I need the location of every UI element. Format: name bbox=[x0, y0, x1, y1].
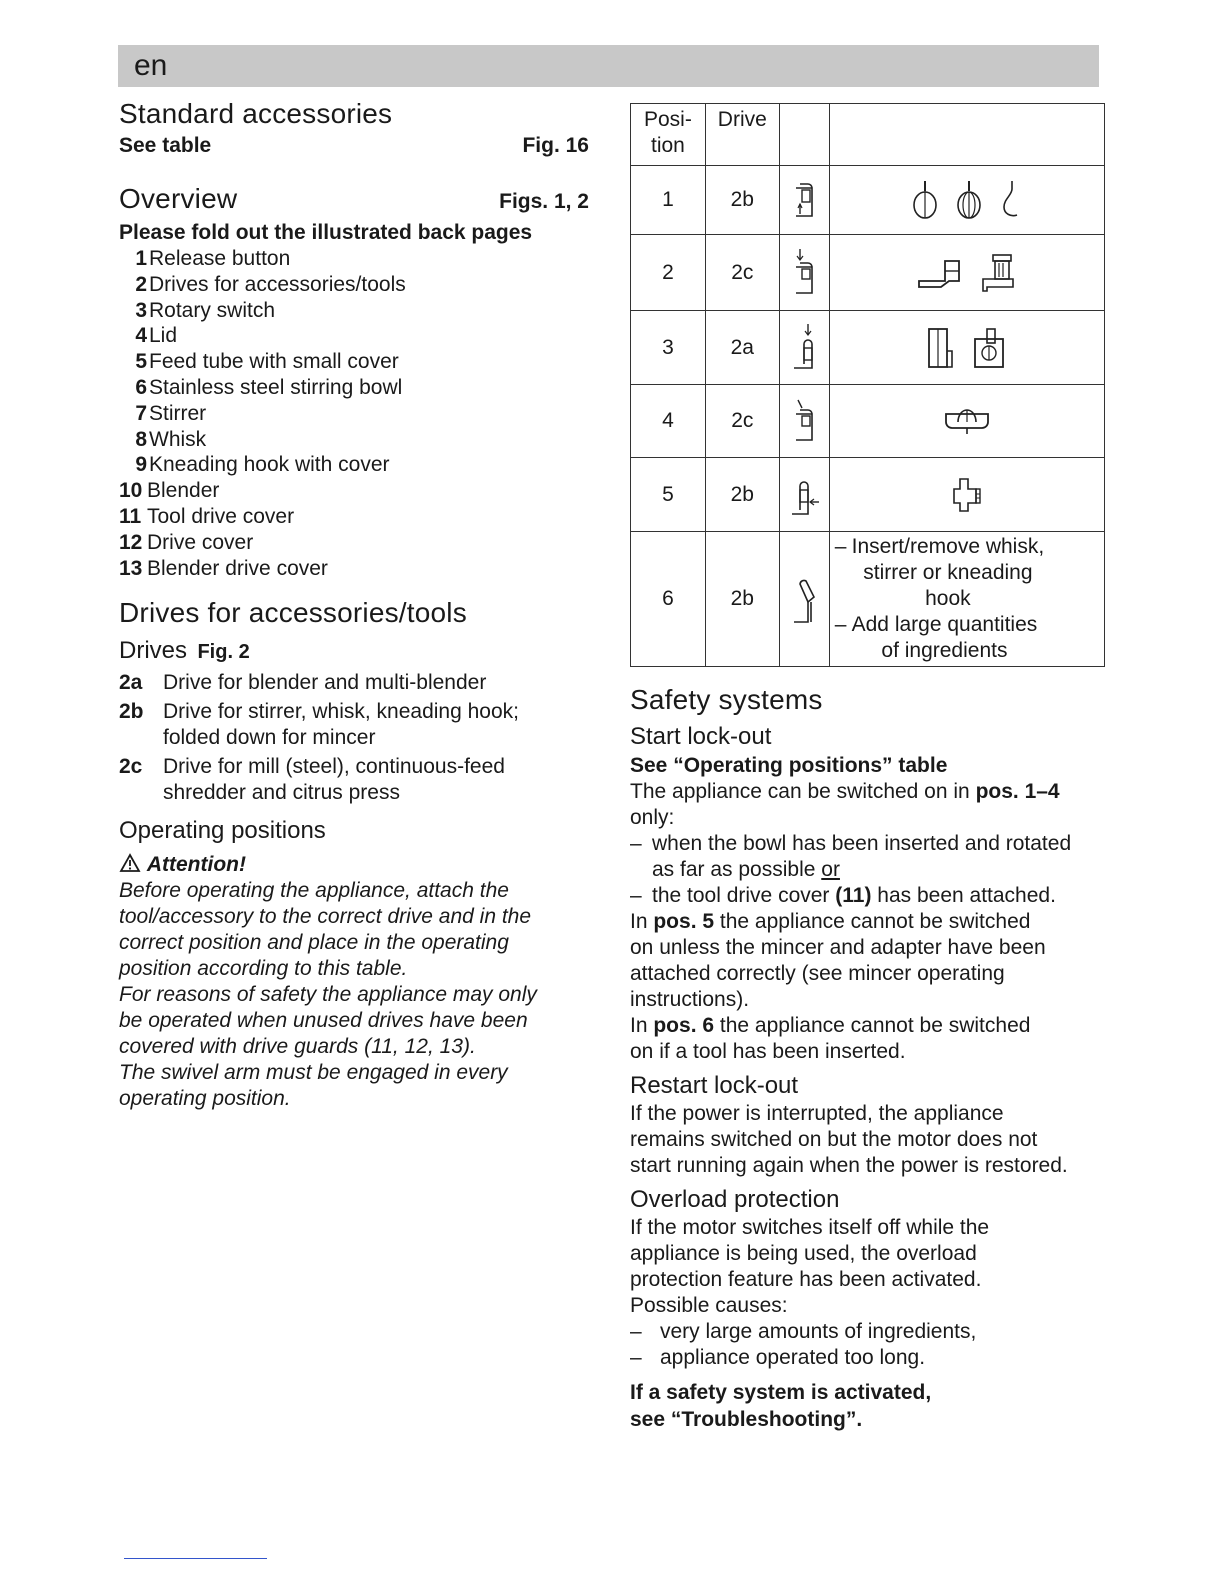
see-table-label: See table bbox=[119, 134, 212, 157]
start-lockout-title: Start lock-out bbox=[630, 723, 772, 750]
overload-section: Overload protection If the motor switches itself off while the appliance is being used, the overload protection feature has been activated. Possible causes: – very large amounts of ingredients, – appliance operated too long. bbox=[630, 1185, 1110, 1371]
restart-lockout-title: Restart lock-out bbox=[630, 1072, 799, 1099]
text-span: pos. 1–4 bbox=[975, 780, 1060, 803]
table-cell-instructions: – Insert/remove whisk, stirrer or kneading hook – Add large quantities of ingredients bbox=[829, 532, 1104, 667]
operating-positions-section bbox=[119, 816, 589, 1112]
fold-out-note: Please fold out the illustrated back pages bbox=[119, 221, 533, 244]
arm-blender-icon bbox=[779, 311, 829, 385]
mincer-icon bbox=[950, 475, 984, 515]
operating-positions-title: Operating positions bbox=[119, 817, 326, 845]
footer-rule bbox=[124, 1558, 267, 1559]
overview-section bbox=[119, 181, 589, 581]
table-row bbox=[631, 311, 1105, 385]
language-header-bar bbox=[118, 45, 1099, 87]
table-row bbox=[631, 458, 1105, 532]
mill-icon bbox=[979, 251, 1019, 295]
list-item: 1 Release button bbox=[135, 247, 291, 270]
table-cell-drive: 2c bbox=[705, 385, 779, 458]
multi-blender-icon bbox=[969, 325, 1009, 371]
arm-raised-icon bbox=[779, 532, 829, 667]
restart-lockout-section: Restart lock-out If the power is interrupted, the appliance remains switched on but the motor does not start running again when the power is restored. bbox=[630, 1071, 1110, 1179]
table-cell-tools bbox=[829, 385, 1104, 458]
stirrer-icon bbox=[910, 179, 940, 221]
blender-icon bbox=[925, 325, 955, 371]
table-cell-position: 2 bbox=[631, 235, 706, 311]
warning-icon bbox=[119, 853, 141, 873]
list-item: 4 Lid bbox=[135, 324, 178, 348]
standard-accessories-fig: Fig. 16 bbox=[522, 134, 589, 157]
drives-fig: Fig. 2 bbox=[197, 641, 250, 664]
arm-tilted-icon bbox=[779, 385, 829, 458]
start-lockout-section: Start lock-out See “Operating positions” table The appliance can be switched on in pos. 1–4 only: – when the bowl has been inserted and rotated as far as possible or – the tool drive cover (11) has been attached. In pos. 5 the appliance cannot be switched on unless the mincer and adapter have been attached correctly (see mincer operating instructions). In pos. 6 the appliance cannot be switched on if a tool has been inserted. bbox=[630, 722, 1110, 1065]
table-cell-drive: 2b bbox=[705, 458, 779, 532]
list-item: 3 Rotary switch bbox=[135, 298, 276, 322]
standard-accessories-section bbox=[119, 96, 589, 159]
list-item: 2c Drive for mill (steel), continuous-feed shredder and citrus press bbox=[119, 755, 505, 805]
operating-positions-text: Before operating the appliance, attach the tool/accessory to the correct drive and in the correct position and place in the operating position according to this table. For reasons of safety the appliance may only be operated when unused drives have been covered with drive guards (11, 12, 13). The swivel arm must be engaged in every operating position. bbox=[119, 879, 537, 1111]
overview-title: Overview bbox=[119, 183, 238, 214]
table-row bbox=[631, 532, 1105, 667]
troubleshooting-note: If a safety system is activated, see “Troubleshooting”. bbox=[630, 1381, 932, 1431]
list-item: 6 Stainless steel stirring bowl bbox=[135, 375, 403, 399]
table-cell-tools bbox=[829, 166, 1104, 235]
drives-list bbox=[119, 670, 589, 806]
safety-title: Safety systems bbox=[630, 684, 823, 715]
drives-section bbox=[119, 595, 589, 806]
list-item: 2a Drive for blender and multi-blender bbox=[119, 671, 487, 695]
list-item: 2 Drives for accessories/tools bbox=[135, 272, 406, 296]
table-row bbox=[631, 385, 1105, 458]
list-item: 11 Tool drive cover bbox=[119, 504, 295, 528]
table-cell-drive: 2c bbox=[705, 235, 779, 311]
arm-up-icon bbox=[779, 166, 829, 235]
citrus-press-icon bbox=[942, 406, 992, 436]
table-cell-tools bbox=[829, 235, 1104, 311]
list-item: 12 Drive cover bbox=[119, 530, 254, 554]
text-line: only: bbox=[630, 806, 675, 829]
right-column bbox=[630, 682, 1110, 1433]
header-position: Posi- tion bbox=[631, 104, 706, 166]
arm-down-icon bbox=[779, 235, 829, 311]
list-item: 2b Drive for stirrer, whisk, kneading hook; folded down for mincer bbox=[119, 700, 519, 750]
table-cell-position: 3 bbox=[631, 311, 706, 385]
table-cell-tools bbox=[829, 311, 1104, 385]
table-cell-drive: 2b bbox=[705, 532, 779, 667]
whisk-icon bbox=[954, 179, 984, 221]
list-item: 10 Blender bbox=[119, 479, 220, 503]
list-item: 8 Whisk bbox=[135, 427, 207, 451]
header-drive: Drive bbox=[705, 104, 779, 166]
list-item: 5 Feed tube with small cover bbox=[135, 350, 399, 374]
list-item: 7 Stirrer bbox=[135, 401, 207, 425]
header-blank bbox=[779, 104, 829, 166]
see-table-note: See “Operating positions” table bbox=[630, 754, 948, 777]
list-item: 13 Blender drive cover bbox=[119, 556, 328, 580]
table-header-row bbox=[631, 104, 1105, 166]
table-row bbox=[631, 235, 1105, 311]
standard-accessories-title: Standard accessories bbox=[119, 98, 393, 129]
table-cell-drive: 2b bbox=[705, 166, 779, 235]
table-cell-drive: 2a bbox=[705, 311, 779, 385]
kneading-hook-icon bbox=[998, 179, 1024, 221]
header-blank bbox=[829, 104, 1104, 166]
table-cell-position: 5 bbox=[631, 458, 706, 532]
overview-figs: Figs. 1, 2 bbox=[499, 190, 589, 213]
language-code: en bbox=[134, 49, 168, 82]
overview-list bbox=[119, 246, 589, 581]
left-column bbox=[119, 96, 589, 1112]
list-item: 9 Kneading hook with cover bbox=[135, 453, 390, 477]
drives-subtitle: Drives bbox=[119, 637, 188, 665]
shredder-icon bbox=[915, 253, 965, 293]
attention-label: Attention! bbox=[146, 853, 246, 877]
table-cell-position: 1 bbox=[631, 166, 706, 235]
operating-positions-table bbox=[630, 103, 1105, 667]
table-cell-tools bbox=[829, 458, 1104, 532]
arm-folded-icon bbox=[779, 458, 829, 532]
table-row bbox=[631, 166, 1105, 235]
overload-title: Overload protection bbox=[630, 1186, 840, 1213]
table-cell-position: 6 bbox=[631, 532, 706, 667]
drives-title: Drives for accessories/tools bbox=[119, 597, 467, 629]
text-span: The appliance can be switched on in bbox=[630, 780, 976, 803]
table-cell-position: 4 bbox=[631, 385, 706, 458]
